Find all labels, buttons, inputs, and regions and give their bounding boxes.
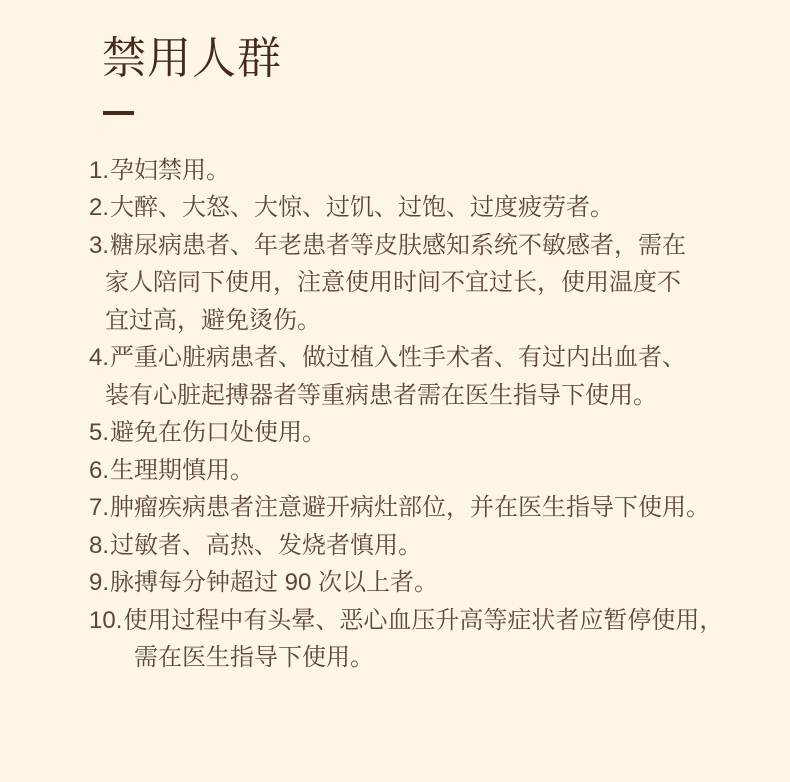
title-underline <box>103 111 134 115</box>
list-item-continuation <box>89 377 750 415</box>
list-item-continuation <box>89 302 750 340</box>
list-item-number: 3. <box>89 231 110 259</box>
list-item <box>89 452 750 490</box>
list-item-text: 家人陪同下使用，注意使用时间不宜过长，使用温度不 <box>105 269 681 297</box>
list-item <box>89 339 750 377</box>
list-item-text: 避免在伤口处使用。 <box>110 419 327 447</box>
list-item-number: 2. <box>89 194 110 222</box>
list-item-text: 肿瘤疾病患者注意避开病灶部位，并在医生指导下使用。 <box>110 494 711 522</box>
list-item <box>89 489 750 527</box>
list-item <box>89 414 750 452</box>
list-item-text: 过敏者、高热、发烧者慎用。 <box>110 531 423 559</box>
list-item-continuation <box>89 639 750 677</box>
list-item-number: 4. <box>89 344 110 372</box>
list-item <box>89 189 750 227</box>
list-item-text: 生理期慎用。 <box>110 456 255 484</box>
list-item <box>89 602 750 640</box>
list-item <box>89 564 750 602</box>
list-item-text: 脉搏每分钟超过 90 次以上者。 <box>110 569 439 597</box>
list-item-number: 8. <box>89 531 110 559</box>
list-item-text: 装有心脏起搏器者等重病患者需在医生指导下使用。 <box>105 381 657 409</box>
list-item-text: 宜过高，避免烫伤。 <box>105 306 321 334</box>
list-item-text: 使用过程中有头晕、恶心血压升高等症状者应暂停使用， <box>123 606 724 634</box>
list-item-text: 糖尿病患者、年老患者等皮肤感知系统不敏感者，需在 <box>110 231 687 259</box>
page-title: 禁用人群 <box>102 34 282 83</box>
list-item-text: 严重心脏病患者、做过植入性手术者、有过内出血者、 <box>110 344 687 372</box>
list-item-text: 大醉、大怒、大惊、过饥、过饱、过度疲劳者。 <box>110 194 615 222</box>
list-item-number: 5. <box>89 419 110 447</box>
list-item-number: 1. <box>89 156 110 184</box>
list-item-continuation <box>89 264 750 302</box>
list-item-text: 孕妇禁用。 <box>110 156 231 184</box>
list-item-number: 7. <box>89 494 110 522</box>
list-item <box>89 227 750 265</box>
list-item-number: 6. <box>89 456 110 484</box>
list-item-number: 9. <box>89 569 110 597</box>
prohibited-list <box>89 152 750 677</box>
list-item-number: 10. <box>89 606 123 634</box>
list-item <box>89 527 750 565</box>
list-item <box>89 152 750 190</box>
list-item-text: 需在医生指导下使用。 <box>134 644 374 672</box>
